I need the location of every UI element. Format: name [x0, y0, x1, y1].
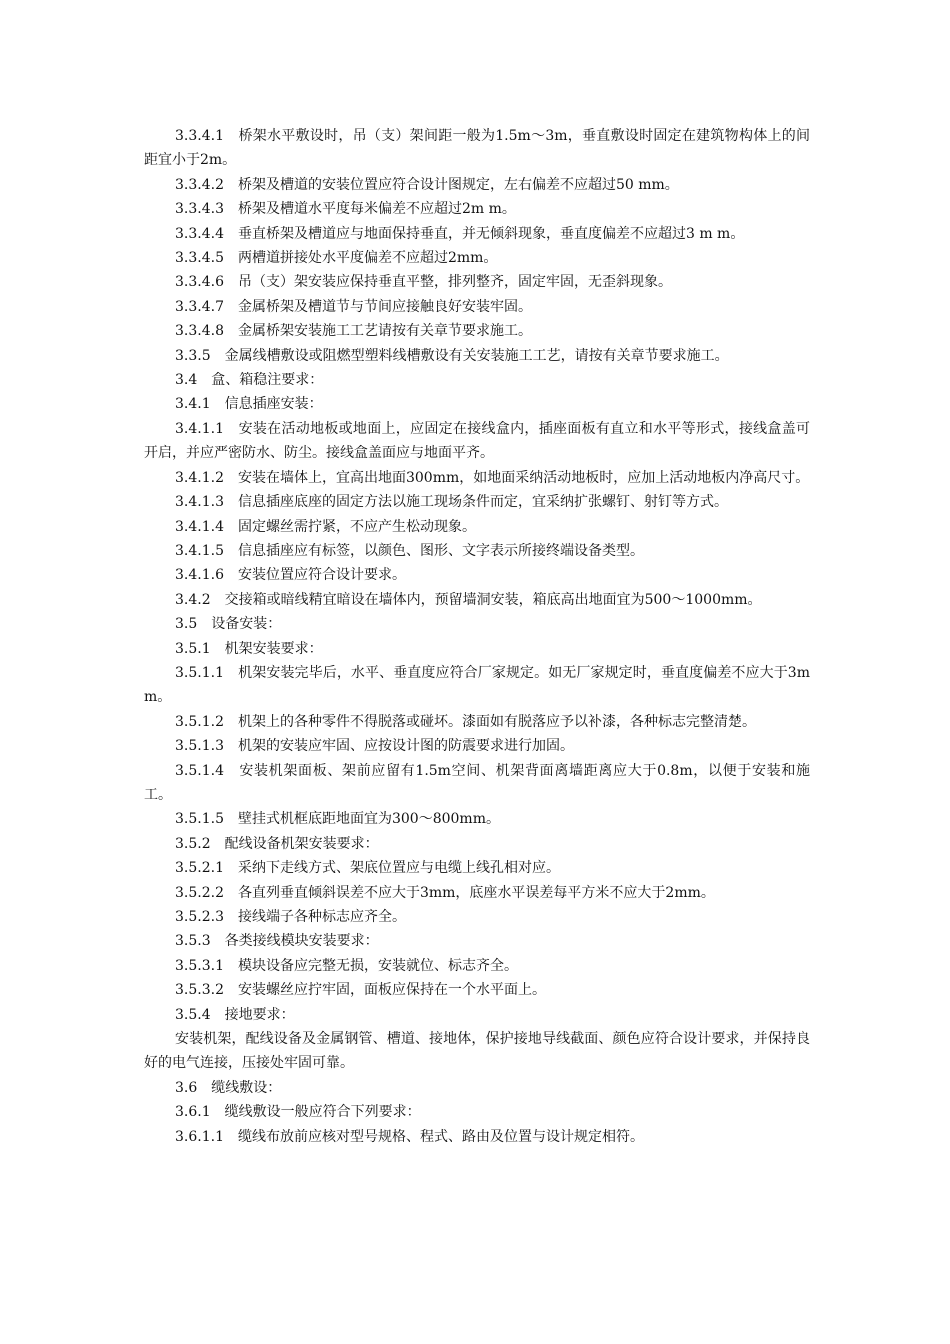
- paragraph: 3.4 盒、箱稳注要求：: [175, 372, 324, 389]
- paragraph: 3.4.1.1 安装在活动地板或地面上，应固定在接线盒内，插座面板有直立和水平等形式，接线盒盖可开启，并应严密防水、防尘。接线盒盖面应与地面平齐。: [144, 420, 810, 462]
- paragraph: 3.4.1.4 固定螺丝需拧紧，不应产生松动现象。: [175, 518, 476, 535]
- paragraph: 3.3.4.7 金属桥架及槽道节与节间应接触良好安装牢固。: [175, 298, 532, 315]
- paragraph: 3.5.1.3 机架的安装应牢固、应按设计图的防震要求进行加固。: [175, 738, 574, 755]
- paragraph: 安装机架，配线设备及金属钢管、槽道、接地体，保护接地导线截面、颜色应符合设计要求，并保持良好的电气连接，压接处牢固可靠。: [144, 1031, 810, 1072]
- document-body: [144, 124, 810, 1149]
- paragraph: 3.5.3.2 安装螺丝应拧牢固，面板应保持在一个水平面上。: [175, 982, 546, 999]
- paragraph: 3.4.1.3 信息插座底座的固定方法以施工现场条件而定，宜采纳扩张螺钉、射钉等方式。: [175, 494, 728, 511]
- paragraph: 3.6.1 缆线敷设一般应符合下列要求：: [175, 1104, 421, 1121]
- paragraph: 3.5.1.5 壁挂式机框底距地面宜为300～800mm。: [175, 811, 500, 828]
- paragraph: 3.3.4.8 金属桥架安装施工工艺请按有关章节要求施工。: [175, 323, 532, 340]
- paragraph: 3.6 缆线敷设：: [175, 1079, 282, 1096]
- paragraph: 3.4.1.5 信息插座应有标签，以颜色、图形、文字表示所接终端设备类型。: [175, 542, 644, 559]
- paragraph: 3.4.2 交接箱或暗线精宜暗设在墙体内，预留墙洞安装，箱底高出地面宜为500～1000mm。: [175, 591, 762, 608]
- paragraph: 3.3.4.6 吊（支）架安装应保持垂直平整，排列整齐，固定牢固，无歪斜现象。: [175, 274, 672, 291]
- paragraph: 3.5.2 配线设备机架安装要求：: [175, 835, 379, 852]
- paragraph: 3.4.1 信息插座安装：: [175, 396, 323, 413]
- paragraph: 3.3.4.2 桥架及槽道的安装位置应符合设计图规定，左右偏差不应超过50 mm。: [175, 176, 679, 193]
- paragraph: 3.5.2.2 各直列垂直倾斜误差不应大于3mm，底座水平误差每平方米不应大于2mm。: [175, 884, 715, 901]
- paragraph: 3.3.4.5 两槽道拼接处水平度偏差不应超过2mm。: [175, 250, 498, 267]
- paragraph: 3.5.2.3 接线端子各种标志应齐全。: [175, 909, 406, 925]
- paragraph: 3.5.1.4 安装机架面板、架前应留有1.5m空间、机架背面离墙距离应大于0.8m，以便于安装和施工。: [144, 762, 810, 803]
- paragraph: 3.5.1.1 机架安装完毕后，水平、垂直度应符合厂家规定。如无厂家规定时，垂直度偏差不应大于3mm。: [144, 664, 810, 706]
- paragraph: 3.3.4.3 桥架及槽道水平度每米偏差不应超过2m m。: [175, 201, 516, 218]
- paragraph: 3.3.4.1 桥架水平敷设时，吊（支）架间距一般为1.5m～3m，垂直敷设时固定在建筑物构体上的间距宜小于2m。: [144, 128, 810, 169]
- paragraph: 3.4.1.2 安装在墙体上，宜高出地面300mm，如地面采纳活动地板时，应加上活动地板内净高尺寸。: [175, 469, 810, 486]
- paragraph: 3.5.2.1 采纳下走线方式、架底位置应与电缆上线孔相对应。: [175, 860, 560, 877]
- paragraph: 3.5.1.2 机架上的各种零件不得脱落或碰坏。漆面如有脱落应予以补漆，各种标志完整清楚。: [175, 713, 756, 730]
- paragraph: 3.5 设备安装：: [175, 616, 282, 633]
- paragraph: 3.3.4.4 垂直桥架及槽道应与地面保持垂直，并无倾斜现象，垂直度偏差不应超过3 m m。: [175, 225, 745, 242]
- paragraph: 3.5.4 接地要求：: [175, 1006, 295, 1023]
- paragraph: 3.3.5 金属线槽敷设或阻燃型塑料线槽敷设有关安装施工工艺，请按有关章节要求施工。: [175, 347, 729, 364]
- paragraph: 3.5.1 机架安装要求：: [175, 640, 323, 657]
- paragraph: 3.5.3.1 模块设备应完整无损，安装就位、标志齐全。: [175, 957, 518, 974]
- paragraph: 3.6.1.1 缆线布放前应核对型号规格、程式、路由及位置与设计规定相符。: [175, 1128, 644, 1145]
- paragraph: 3.5.3 各类接线模块安装要求：: [175, 933, 379, 950]
- paragraph: 3.4.1.6 安装位置应符合设计要求。: [175, 567, 406, 584]
